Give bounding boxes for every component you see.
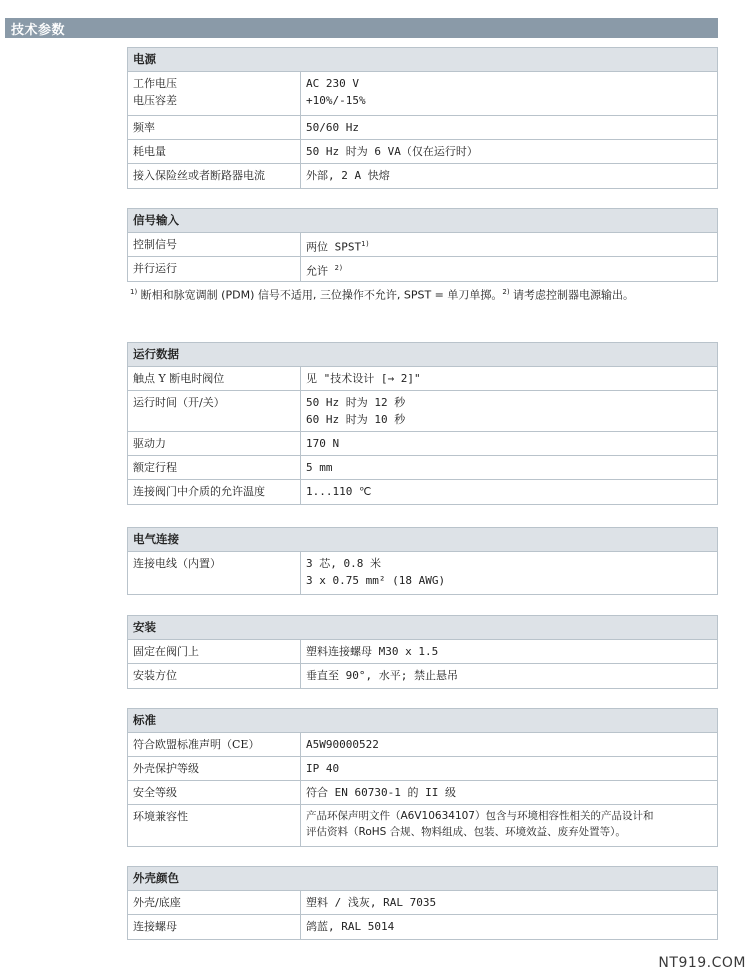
table-row [128,480,717,504]
section-title: 标准 [128,709,717,733]
section-title: 外壳颜色 [128,867,717,891]
section-title: 电源 [128,48,717,72]
row-label: 控制信号 [128,233,301,256]
section-signal-input [127,208,718,282]
row-value: 50/60 Hz [306,121,359,134]
value-text: 两位 SPST [306,240,362,254]
value-line: +10%/-15% [306,94,366,107]
table-row [128,233,717,257]
footnote-text: 断相和脉宽调制 (PDM) 信号不适用, 三位操作不允许, SPST = 单刀单掷。 [137,288,503,302]
value-line: 评估资料（RoHS 合规、物料组成、包装、环境效益、废弃处置等）。 [306,826,626,838]
table-row [128,116,717,140]
footnote-ref: 1) [361,240,370,248]
row-label: 驱动力 [128,432,301,455]
row-value: 170 N [306,437,340,450]
section-electrical-connection [127,527,718,595]
table-row [128,805,717,846]
table-row [128,367,717,391]
row-value: IP 40 [306,762,340,775]
value-line: 3 芯, 0.8 米 [306,557,381,570]
table-row [128,733,717,757]
section-mounting [127,615,718,689]
table-row [128,640,717,664]
row-label: 频率 [128,116,301,139]
page-title: 技术参数 [11,23,66,38]
row-value [301,552,717,594]
row-label: 并行运行 [128,257,301,281]
table-row [128,456,717,480]
section-housing-color [127,866,718,940]
table-row [128,164,717,188]
footnote [130,284,718,304]
section-standards [127,708,718,847]
value-line: 产品环保声明文件（A6V10634107）包含与环境相容性相关的产品设计和 [306,810,654,822]
row-label: 连接电线（内置） [128,552,301,594]
row-value [301,257,717,281]
row-value: A5W90000522 [306,738,379,751]
page-title-banner [5,18,718,38]
table-row [128,257,717,281]
section-operating-data [127,342,718,505]
row-label: 安全等级 [128,781,301,804]
row-value: 塑料连接螺母 M30 x 1.5 [306,645,439,658]
row-value: 符合 EN 60730-1 的 II 级 [306,786,456,799]
footnote-ref: 2) [334,264,344,272]
row-value [301,233,717,256]
table-row [128,664,717,688]
row-value: 鸽蓝, RAL 5014 [306,920,395,933]
row-value: 5 mm [306,461,333,474]
table-row [128,781,717,805]
row-label: 接入保险丝或者断路器电流 [128,164,301,188]
row-label: 安装方位 [128,664,301,688]
footnote-text: 请考虑控制器电源输出。 [509,288,635,302]
row-value: 1...110 ℃ [306,485,372,498]
section-title: 信号输入 [128,209,717,233]
section-power-supply [127,47,718,189]
row-value [301,805,717,846]
row-label: 额定行程 [128,456,301,479]
row-label: 外壳/底座 [128,891,301,914]
row-label [128,72,301,115]
value-line: 60 Hz 时为 10 秒 [306,413,406,426]
row-value: 垂直至 90°, 水平; 禁止悬吊 [306,669,458,682]
row-label: 固定在阀门上 [128,640,301,663]
row-value: 外部, 2 A 快熔 [306,169,390,182]
table-row [128,757,717,781]
row-value: 50 Hz 时为 6 VA（仅在运行时） [306,145,478,158]
footnote-marker: 1) [130,288,138,296]
section-title: 运行数据 [128,343,717,367]
value-line: AC 230 V [306,77,359,90]
row-value [301,391,717,431]
watermark: NT919.COM [658,955,746,971]
value-text: 允许 [306,264,328,278]
row-value: 塑料 / 浅灰, RAL 7035 [306,896,437,909]
value-line: 50 Hz 时为 12 秒 [306,396,406,409]
footnote-marker: 2) [502,288,510,296]
row-label: 连接阀门中介质的允许温度 [128,480,301,504]
row-label: 符合欧盟标准声明（CE） [128,733,301,756]
value-line: 3 x 0.75 mm² (18 AWG) [306,574,446,587]
row-label: 运行时间（开/关） [128,391,301,431]
table-row [128,552,717,594]
section-title: 安装 [128,616,717,640]
table-row [128,72,717,116]
section-title: 电气连接 [128,528,717,552]
row-value: 见 "技术设计 [→ 2]" [306,372,421,385]
table-row [128,391,717,432]
row-value [301,72,717,115]
row-label: 触点 Y 断电时阀位 [128,367,301,390]
table-row [128,140,717,164]
row-label: 环境兼容性 [128,805,301,846]
table-row [128,915,717,939]
row-label: 耗电量 [128,140,301,163]
label-line: 工作电压 [133,77,177,90]
label-line: 电压容差 [133,94,177,107]
table-row [128,432,717,456]
table-row [128,891,717,915]
row-label: 连接螺母 [128,915,301,939]
row-label: 外壳保护等级 [128,757,301,780]
